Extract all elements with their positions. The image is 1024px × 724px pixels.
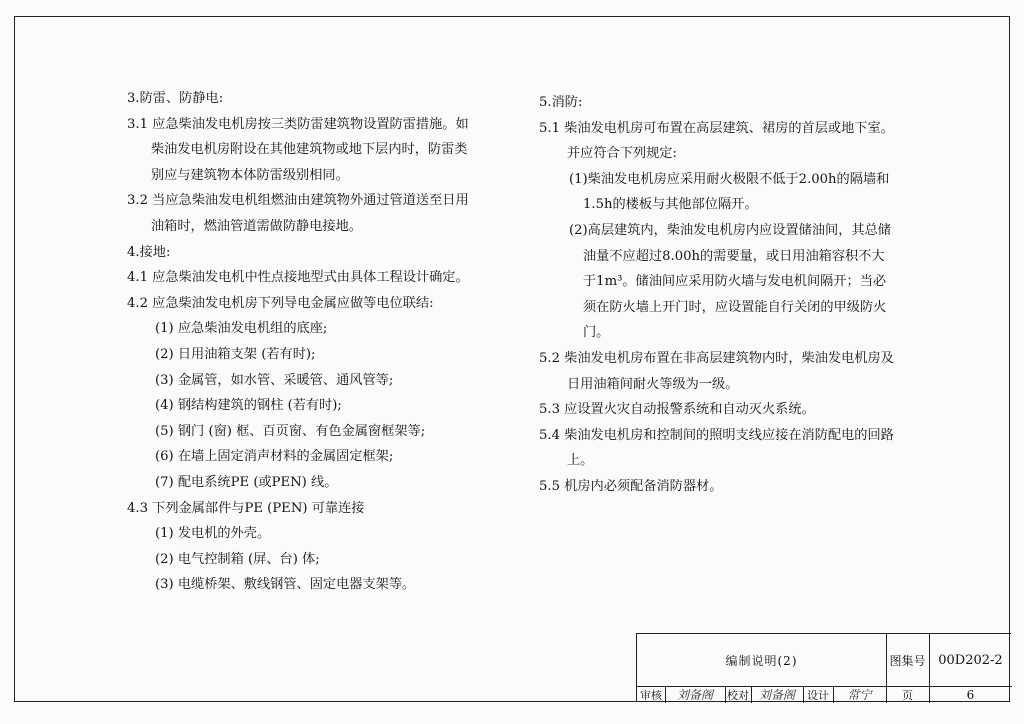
- right-note-line: 5.1 柴油发电机房可布置在高层建筑、裙房的首层或地下室。: [539, 120, 894, 136]
- design-label: 设计: [807, 688, 829, 702]
- right-note-line: (1)柴油发电机房应采用耐火极限不低于2.00h的隔墙和: [569, 171, 890, 187]
- right-note-line: 油量不应超过8.00h的需要量，或日用油箱容积不大: [583, 248, 885, 264]
- right-note-line: 5.5 机房内必须配备消防器材。: [539, 478, 723, 494]
- left-note-line: 别应与建筑物本体防雷级别相同。: [151, 167, 349, 183]
- left-note-line: (1) 应急柴油发电机组的底座;: [155, 321, 328, 337]
- right-note-line: 5.3 应设置火灾自动报警系统和自动灭火系统。: [539, 402, 815, 418]
- review-signature: 刘备阁: [676, 688, 713, 702]
- left-note-line: 4.1 应急柴油发电机中性点接地型式由具体工程设计确定。: [127, 270, 469, 286]
- left-note-line: 3.防雷、防静电:: [127, 91, 224, 106]
- right-note-line: 5.消防:: [539, 95, 583, 110]
- review-label: 审核: [640, 688, 662, 702]
- design-signature: 常宁: [847, 688, 872, 702]
- left-note-line: (2) 日用油箱支架 (若有时);: [155, 346, 316, 362]
- left-note-line: (3) 金属管，如水管、采暖管、通风管等;: [155, 372, 394, 388]
- right-note-line: 于1m³。储油间应采用防火墙与发电机间隔开；当必: [583, 274, 887, 290]
- right-note-line: 门。: [583, 325, 610, 341]
- left-note-line: (3) 电缆桥架、敷线钢管、固定电器支架等。: [155, 577, 416, 593]
- right-note-line: (2)高层建筑内，柴油发电机房内应设置储油间，其总储: [569, 222, 891, 238]
- atlas-number: 00D202-2: [938, 652, 1003, 668]
- sheet-title: 编制说明(2): [725, 653, 798, 668]
- left-note-line: (6) 在墙上固定消声材料的金属固定框架;: [155, 449, 394, 465]
- right-note-line: 须在防火墙上开门时，应设置能自行关闭的甲级防火: [583, 299, 887, 315]
- right-column-notes: [539, 90, 894, 500]
- left-note-line: (2) 电气控制箱 (屏、台) 体;: [155, 551, 320, 567]
- left-note-line: (4) 钢结构建筑的钢柱 (若有时);: [155, 398, 342, 414]
- left-note-line: (7) 配电系统PE (或PEN) 线。: [155, 474, 338, 490]
- check-label: 校对: [727, 688, 749, 702]
- right-note-line: 5.4 柴油发电机房和控制间的照明支线应接在消防配电的回路: [539, 427, 894, 443]
- left-note-line: 油箱时，燃油管道需做防静电接地。: [151, 218, 362, 234]
- left-note-line: 4.接地:: [127, 244, 171, 260]
- left-note-line: (1) 发电机的外壳。: [155, 526, 271, 542]
- right-note-line: 5.2 柴油发电机房布置在非高层建筑物内时，柴油发电机房及: [539, 350, 894, 366]
- atlas-number-label: 图集号: [889, 653, 926, 668]
- right-note-line: 日用油箱间耐火等级为一级。: [567, 376, 739, 392]
- right-note-line: 上。: [567, 453, 594, 469]
- left-note-line: 4.3 下列金属部件与PE (PEN) 可靠连接: [127, 500, 365, 516]
- left-note-line: 3.2 当应急柴油发电机组燃油由建筑物外通过管道送至日用: [127, 193, 469, 209]
- check-signature: 刘备阁: [758, 688, 795, 702]
- right-note-line: 并应符合下列规定:: [567, 146, 677, 162]
- title-block: [636, 633, 1011, 702]
- left-note-line: 3.1 应急柴油发电机房按三类防雷建筑物设置防雷措施。如: [127, 116, 469, 132]
- left-note-line: 柴油发电机房附设在其他建筑物或地下层内时，防雷类: [151, 142, 468, 158]
- left-note-line: 4.2 应急柴油发电机房下列导电金属应做等电位联结:: [127, 295, 434, 311]
- right-note-line: 1.5h的楼板与其他部位隔开。: [583, 197, 758, 213]
- left-column-notes: [127, 86, 469, 598]
- page-label: 页: [902, 688, 913, 702]
- page-number: 6: [966, 687, 975, 702]
- left-note-line: (5) 钢门 (窗) 框、百页窗、有色金属窗框架等;: [155, 423, 426, 439]
